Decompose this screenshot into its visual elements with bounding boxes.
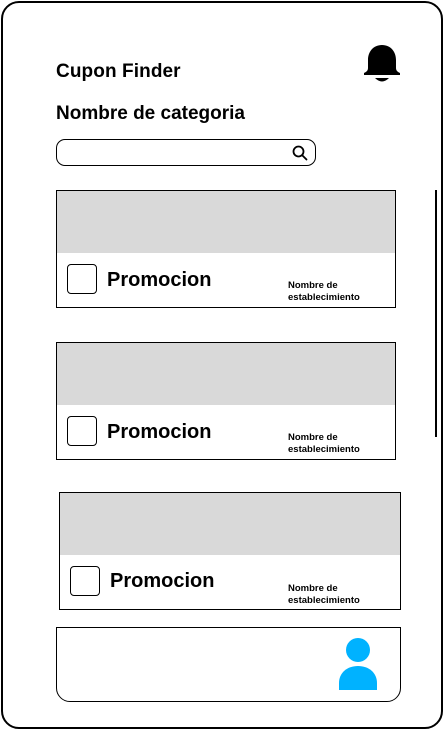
phone-frame xyxy=(1,1,443,729)
promotion-store-name: Nombre de establecimiento xyxy=(288,583,360,606)
app-title: Cupon Finder xyxy=(56,61,181,82)
promotion-card[interactable] xyxy=(56,190,396,308)
promotion-store-name: Nombre de establecimiento xyxy=(288,280,360,303)
promotion-store-name: Nombre de establecimiento xyxy=(288,432,360,455)
bottom-nav xyxy=(56,627,401,702)
bell-icon[interactable] xyxy=(362,43,402,85)
promotion-checkbox[interactable] xyxy=(67,416,97,446)
promotion-image-placeholder xyxy=(57,343,395,405)
category-title: Nombre de categoria xyxy=(56,103,245,124)
promotion-checkbox[interactable] xyxy=(70,566,100,596)
search-input[interactable] xyxy=(65,143,285,162)
promotion-card[interactable] xyxy=(56,342,396,460)
search-icon[interactable] xyxy=(291,144,309,162)
promotion-title: Promocion xyxy=(110,570,215,592)
promotion-image-placeholder xyxy=(60,493,400,555)
promotion-title: Promocion xyxy=(107,421,212,443)
promotion-title: Promocion xyxy=(107,269,212,291)
promotion-card[interactable] xyxy=(59,492,401,610)
search-bar[interactable] xyxy=(56,139,316,166)
promotion-image-placeholder xyxy=(57,191,395,253)
promotion-checkbox[interactable] xyxy=(67,264,97,294)
scrollbar[interactable] xyxy=(435,190,437,437)
user-icon[interactable] xyxy=(337,637,379,690)
